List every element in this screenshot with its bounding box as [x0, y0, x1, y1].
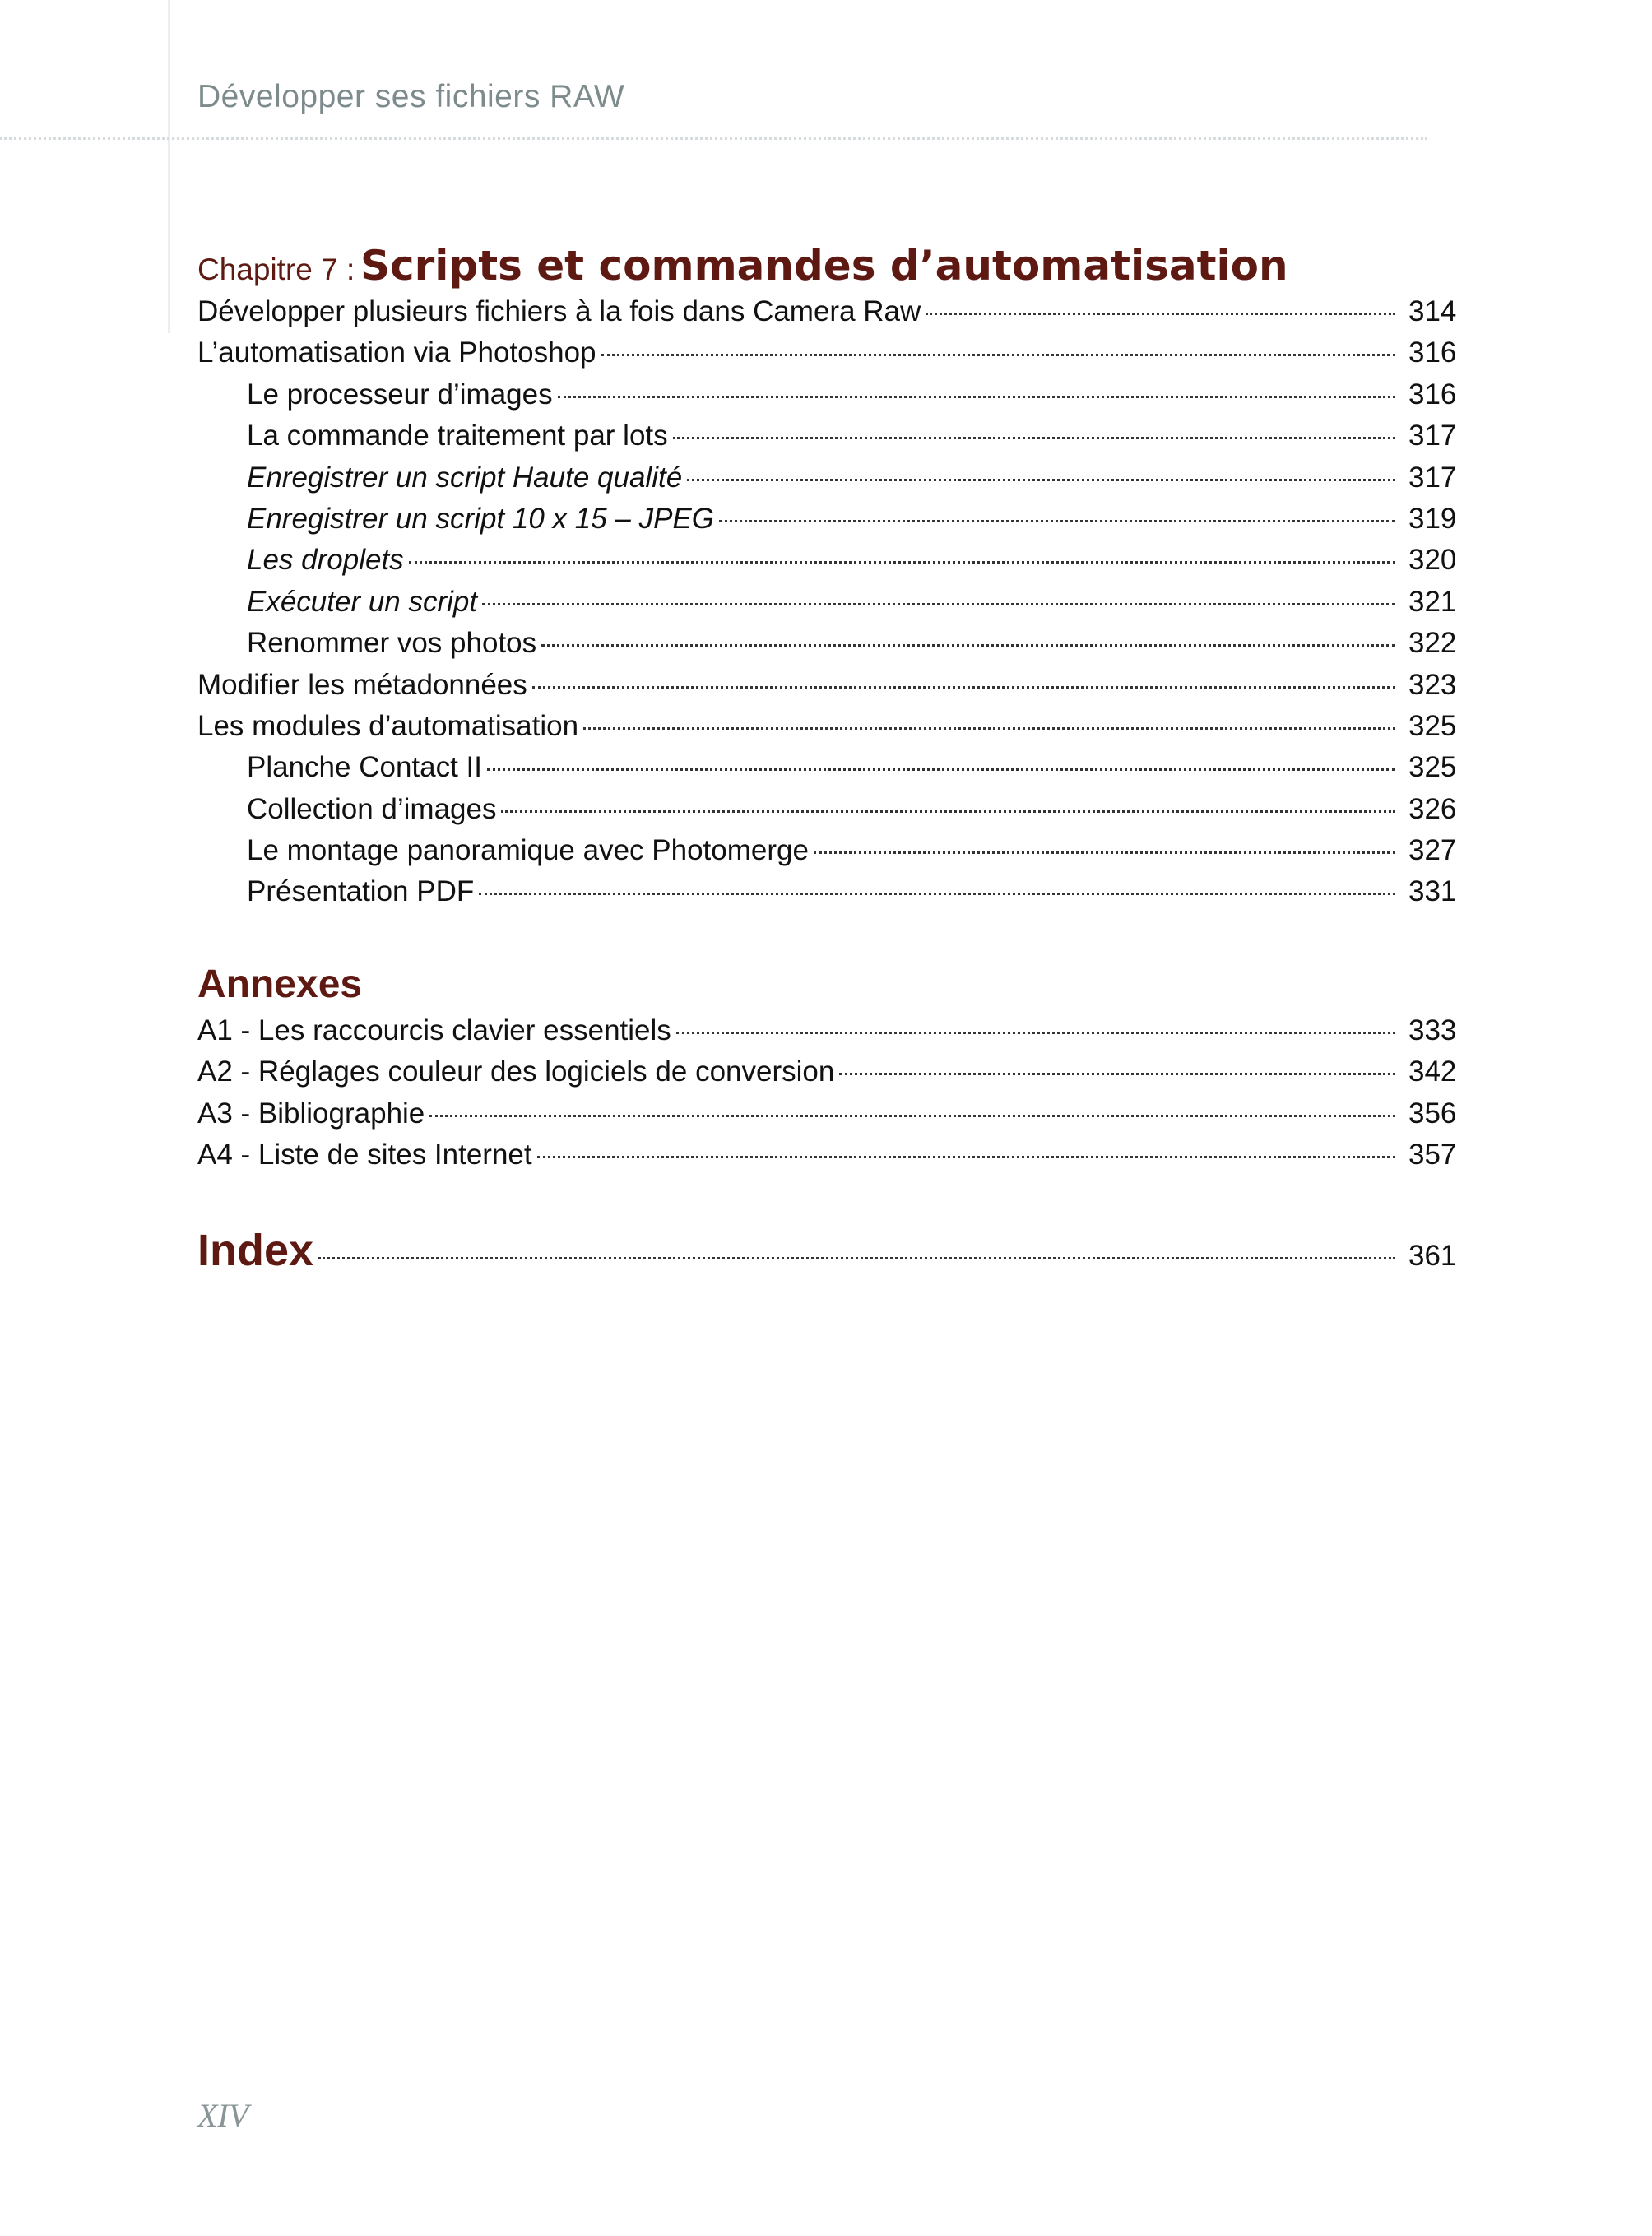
toc-entry-page: 325	[1408, 751, 1457, 784]
dot-leader	[318, 1256, 1395, 1259]
toc-entry-page: 317	[1408, 461, 1457, 494]
dot-leader	[558, 395, 1395, 398]
toc-entry-page: 321	[1408, 585, 1457, 618]
toc-entry-page: 361	[1408, 1240, 1457, 1273]
dot-leader	[687, 478, 1395, 481]
toc-entry-page: 327	[1408, 834, 1457, 867]
toc-entry-title: L’automatisation via Photoshop	[197, 336, 596, 369]
toc-entry-page: 320	[1408, 544, 1457, 577]
toc-entry-title: Les droplets	[247, 544, 404, 577]
toc-subentry[interactable]	[197, 871, 1456, 912]
dot-leader	[532, 685, 1395, 689]
toc-entry-title: Enregistrer un script 10 x 15 – JPEG	[247, 502, 715, 535]
toc-entry-page: 326	[1408, 792, 1457, 825]
toc-entry[interactable]	[197, 706, 1456, 747]
dot-leader	[601, 353, 1396, 356]
dot-leader	[583, 726, 1395, 730]
toc-entry-page: 316	[1408, 336, 1457, 369]
toc-entry[interactable]	[197, 1134, 1456, 1176]
toc-entry-page: 319	[1408, 502, 1457, 535]
toc-entry-title: Modifier les métadonnées	[197, 668, 527, 701]
chapter-title: Scripts et commandes d’automatisation	[360, 242, 1288, 290]
toc-entry-page: 357	[1408, 1139, 1457, 1171]
toc-entry[interactable]	[197, 291, 1456, 332]
toc-subentry[interactable]	[197, 789, 1456, 830]
toc-entry-title: Le processeur d’images	[247, 378, 553, 411]
chapter-heading	[197, 240, 1456, 291]
toc-subentry[interactable]	[197, 540, 1456, 581]
toc-entry-page: 316	[1408, 378, 1457, 411]
toc-entry-title: Collection d’images	[247, 792, 497, 825]
dot-leader	[479, 892, 1395, 895]
dot-leader	[926, 312, 1395, 315]
header-divider	[0, 137, 1427, 140]
dot-leader	[541, 643, 1395, 647]
toc-subentry[interactable]	[197, 415, 1456, 457]
dot-leader	[482, 602, 1395, 605]
toc-subentry[interactable]	[197, 457, 1456, 499]
toc-entry-page: 317	[1408, 420, 1457, 452]
toc-entry-title: Présentation PDF	[247, 875, 475, 908]
dot-leader	[719, 519, 1395, 522]
toc-entry-title: A1 - Les raccourcis clavier essentiels	[197, 1014, 671, 1046]
margin-rule	[168, 0, 170, 333]
dot-leader	[501, 810, 1395, 813]
table-of-contents	[197, 240, 1456, 1279]
dot-leader	[814, 851, 1395, 854]
index-entry[interactable]	[197, 1222, 1456, 1279]
toc-entry-title: Développer plusieurs fichiers à la fois dans Camera Raw	[197, 295, 921, 327]
dot-leader	[429, 1114, 1395, 1117]
toc-entry-title: Planche Contact II	[247, 751, 482, 784]
toc-entry-title: A2 - Réglages couleur des logiciels de conversion	[197, 1055, 835, 1088]
toc-entry-title: Les modules d’automatisation	[197, 709, 579, 742]
toc-entry-title: La commande traitement par lots	[247, 420, 668, 452]
toc-entry-title: Le montage panoramique avec Photomerge	[247, 834, 809, 867]
toc-entry-title: Exécuter un script	[247, 585, 478, 618]
toc-entry-title: A4 - Liste de sites Internet	[197, 1139, 532, 1171]
dot-leader	[409, 560, 1395, 564]
toc-entry-page: 356	[1408, 1097, 1457, 1130]
toc-subentry[interactable]	[197, 830, 1456, 871]
toc-entry-page: 342	[1408, 1055, 1457, 1088]
running-header: Développer ses fichiers RAW	[197, 79, 625, 114]
toc-subentry[interactable]	[197, 499, 1456, 540]
toc-subentry[interactable]	[197, 623, 1456, 664]
toc-entry[interactable]	[197, 1051, 1456, 1092]
dot-leader	[839, 1072, 1395, 1075]
toc-entry[interactable]	[197, 665, 1456, 706]
dot-leader	[676, 1031, 1395, 1034]
toc-entry-title: Renommer vos photos	[247, 627, 537, 660]
toc-entry-page: 331	[1408, 875, 1457, 908]
toc-entry-title: A3 - Bibliographie	[197, 1097, 425, 1130]
chapter-prefix: Chapitre 7 :	[197, 253, 355, 286]
dot-leader	[537, 1155, 1395, 1158]
toc-entry-page: 333	[1408, 1014, 1457, 1046]
dot-leader	[673, 436, 1395, 439]
dot-leader	[487, 768, 1395, 771]
toc-entry[interactable]	[197, 332, 1456, 373]
index-heading: Index	[197, 1226, 314, 1276]
toc-entry-page: 322	[1408, 627, 1457, 660]
toc-entry-title: Enregistrer un script Haute qualité	[247, 461, 683, 494]
toc-subentry[interactable]	[197, 582, 1456, 623]
toc-subentry[interactable]	[197, 747, 1456, 788]
toc-entry-page: 323	[1408, 668, 1457, 701]
toc-subentry[interactable]	[197, 374, 1456, 415]
annexes-heading: Annexes	[197, 962, 363, 1006]
toc-entry[interactable]	[197, 1093, 1456, 1134]
page-folio: XIV	[197, 2097, 249, 2134]
toc-entry[interactable]	[197, 1010, 1456, 1051]
toc-entry-page: 314	[1408, 295, 1457, 327]
toc-entry-page: 325	[1408, 709, 1457, 742]
